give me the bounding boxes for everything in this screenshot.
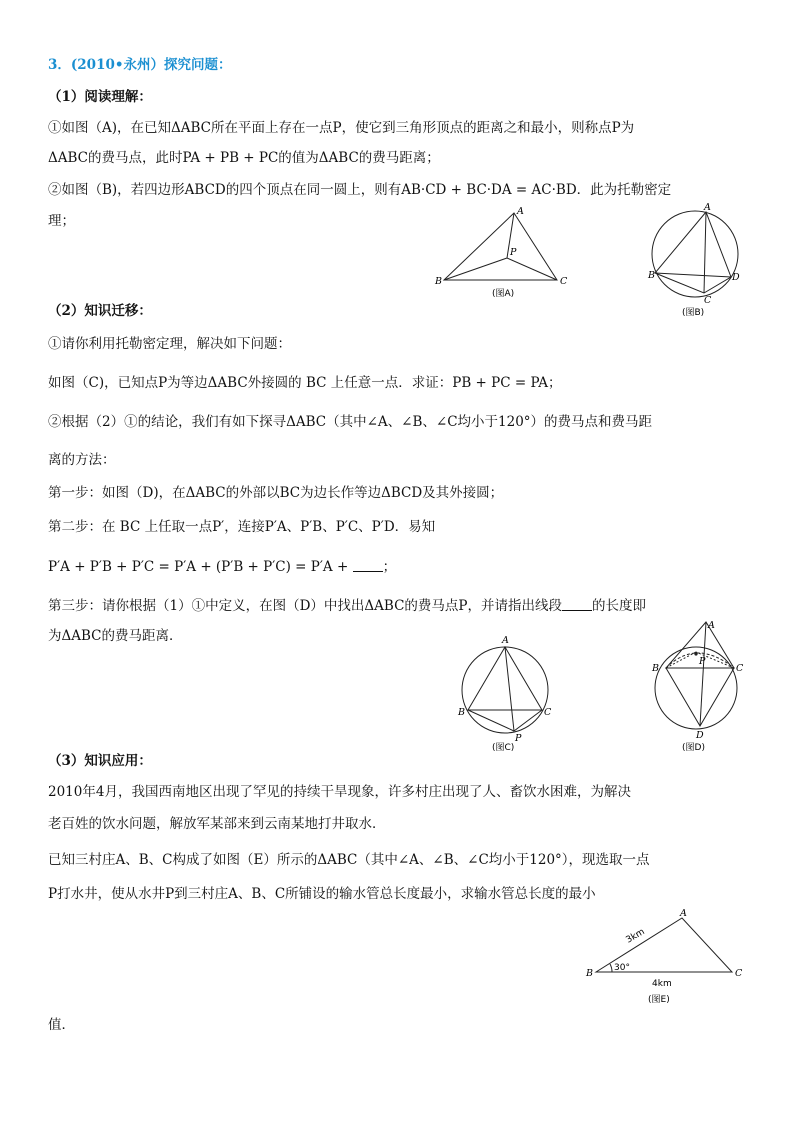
fig-a-label-p: P [510,247,517,258]
fig-b-caption: (图B) [682,308,705,318]
part1-heading: （1）阅读理解： [48,89,152,105]
fig-d-label-b: B [652,663,659,674]
part2-line1: ①请你利用托勒密定理，解决如下问题： [48,336,291,352]
fig-a-label-b: B [435,276,442,287]
fig-b-label-c: C [704,295,712,306]
fig-c-label-b: B [458,707,465,718]
figure-c [454,630,564,758]
fig-c-label-a: A [502,635,509,646]
fig-a-label-c: C [560,276,568,287]
fig-e-label-b: B [586,968,593,979]
fig-e-side-bc: 4km [652,979,672,989]
part2-line7-suffix: ； [382,559,397,575]
fig-b-label-b: B [648,270,655,281]
fig-e-label-c: C [735,968,743,979]
fig-c-label-c: C [544,707,552,718]
part2-line8 [48,597,646,615]
fig-b-label-a: A [704,202,711,213]
part2-line6: 第二步：在 BC 上任取一点P′，连接P′A、P′B、P′C、P′D．易知 [48,519,436,535]
part2-line8-prefix: 第三步：请你根据（1）①中定义，在图（D）中找出ΔABC的费马点P，并请指出线段 [48,598,562,614]
part3-heading: （3）知识应用： [48,753,152,769]
part2-heading: （2）知识迁移： [48,303,152,319]
figure-a [432,200,572,308]
answer-blank-2 [562,598,592,611]
fig-c-label-p: P [515,733,522,744]
part2-line5: 第一步：如图（D)，在ΔABC的外部以BC为边长作等边ΔBCD及其外接圆； [48,485,504,501]
problem-title: 3．(2010•永州）探究问题： [48,57,232,73]
fig-d-label-a: A [708,620,715,631]
fig-b-label-d: D [732,272,740,283]
fig-a-caption: (图A) [492,289,515,299]
fig-e-side-ab: 3km [624,927,647,946]
part2-line9: 为ΔABC的费马距离． [48,628,183,644]
fig-e-label-a: A [680,908,687,919]
part2-line7-formula: P′A + P′B + P′C = P′A + (P′B + P′C) = P′A + [48,559,349,575]
part2-line3: ②根据（2）①的结论，我们有如下探寻ΔABC（其中∠A、∠B、∠C均小于120°）的费马点和费马距 [48,414,653,430]
figure-e [582,908,752,1012]
fig-a-label-a: A [517,206,524,217]
fig-d-label-d: D [696,730,704,741]
fig-d-caption: (图D) [682,743,705,753]
fig-e-caption: (图E) [648,995,670,1005]
fig-d-label-c: C [736,663,744,674]
part3-line3: 已知三村庄A、B、C构成了如图（E）所示的ΔABC（其中∠A、∠B、∠C均小于120°），现选取一点 [48,852,650,868]
answer-blank-1 [353,559,383,572]
part1-line3: ②如图（B)，若四边形ABCD的四个顶点在同一圆上，则有AB·CD + BC·DA = AC·BD．此为托勒密定 [48,182,672,198]
part3-line4: P打水井，使从水井P到三村庄A、B、C所铺设的输水管总长度最小，求输水管总长度的最小 [48,886,596,902]
part3-line2: 老百姓的饮水问题，解放军某部来到云南某地打井取水． [48,816,386,832]
part2-line8-suffix: 的长度即 [592,598,646,614]
part2-line4: 离的方法： [48,452,116,468]
fig-e-angle-b: 30° [614,963,630,973]
part2-line7 [48,558,396,576]
part3-line5: 值． [48,1017,75,1033]
fig-d-label-p: P [699,656,706,667]
figure-d [648,618,748,758]
part2-line2: 如图（C)，已知点P为等边ΔABC外接圆的 BC 上任意一点．求证：PB + PC = PA； [48,375,562,391]
part1-line2: ΔABC的费马点，此时PA + PB + PC的值为ΔABC的费马距离； [48,150,440,166]
part1-line4: 理； [48,213,75,229]
fig-c-caption: (图C) [492,743,515,753]
part1-line1: ①如图（A)，在已知ΔABC所在平面上存在一点P，使它到三角形顶点的距离之和最小，则称点P为 [48,120,635,136]
figure-b [648,204,748,324]
part3-line1: 2010年4月，我国西南地区出现了罕见的持续干旱现象，许多村庄出现了人、畜饮水困难，为解决 [48,784,631,800]
